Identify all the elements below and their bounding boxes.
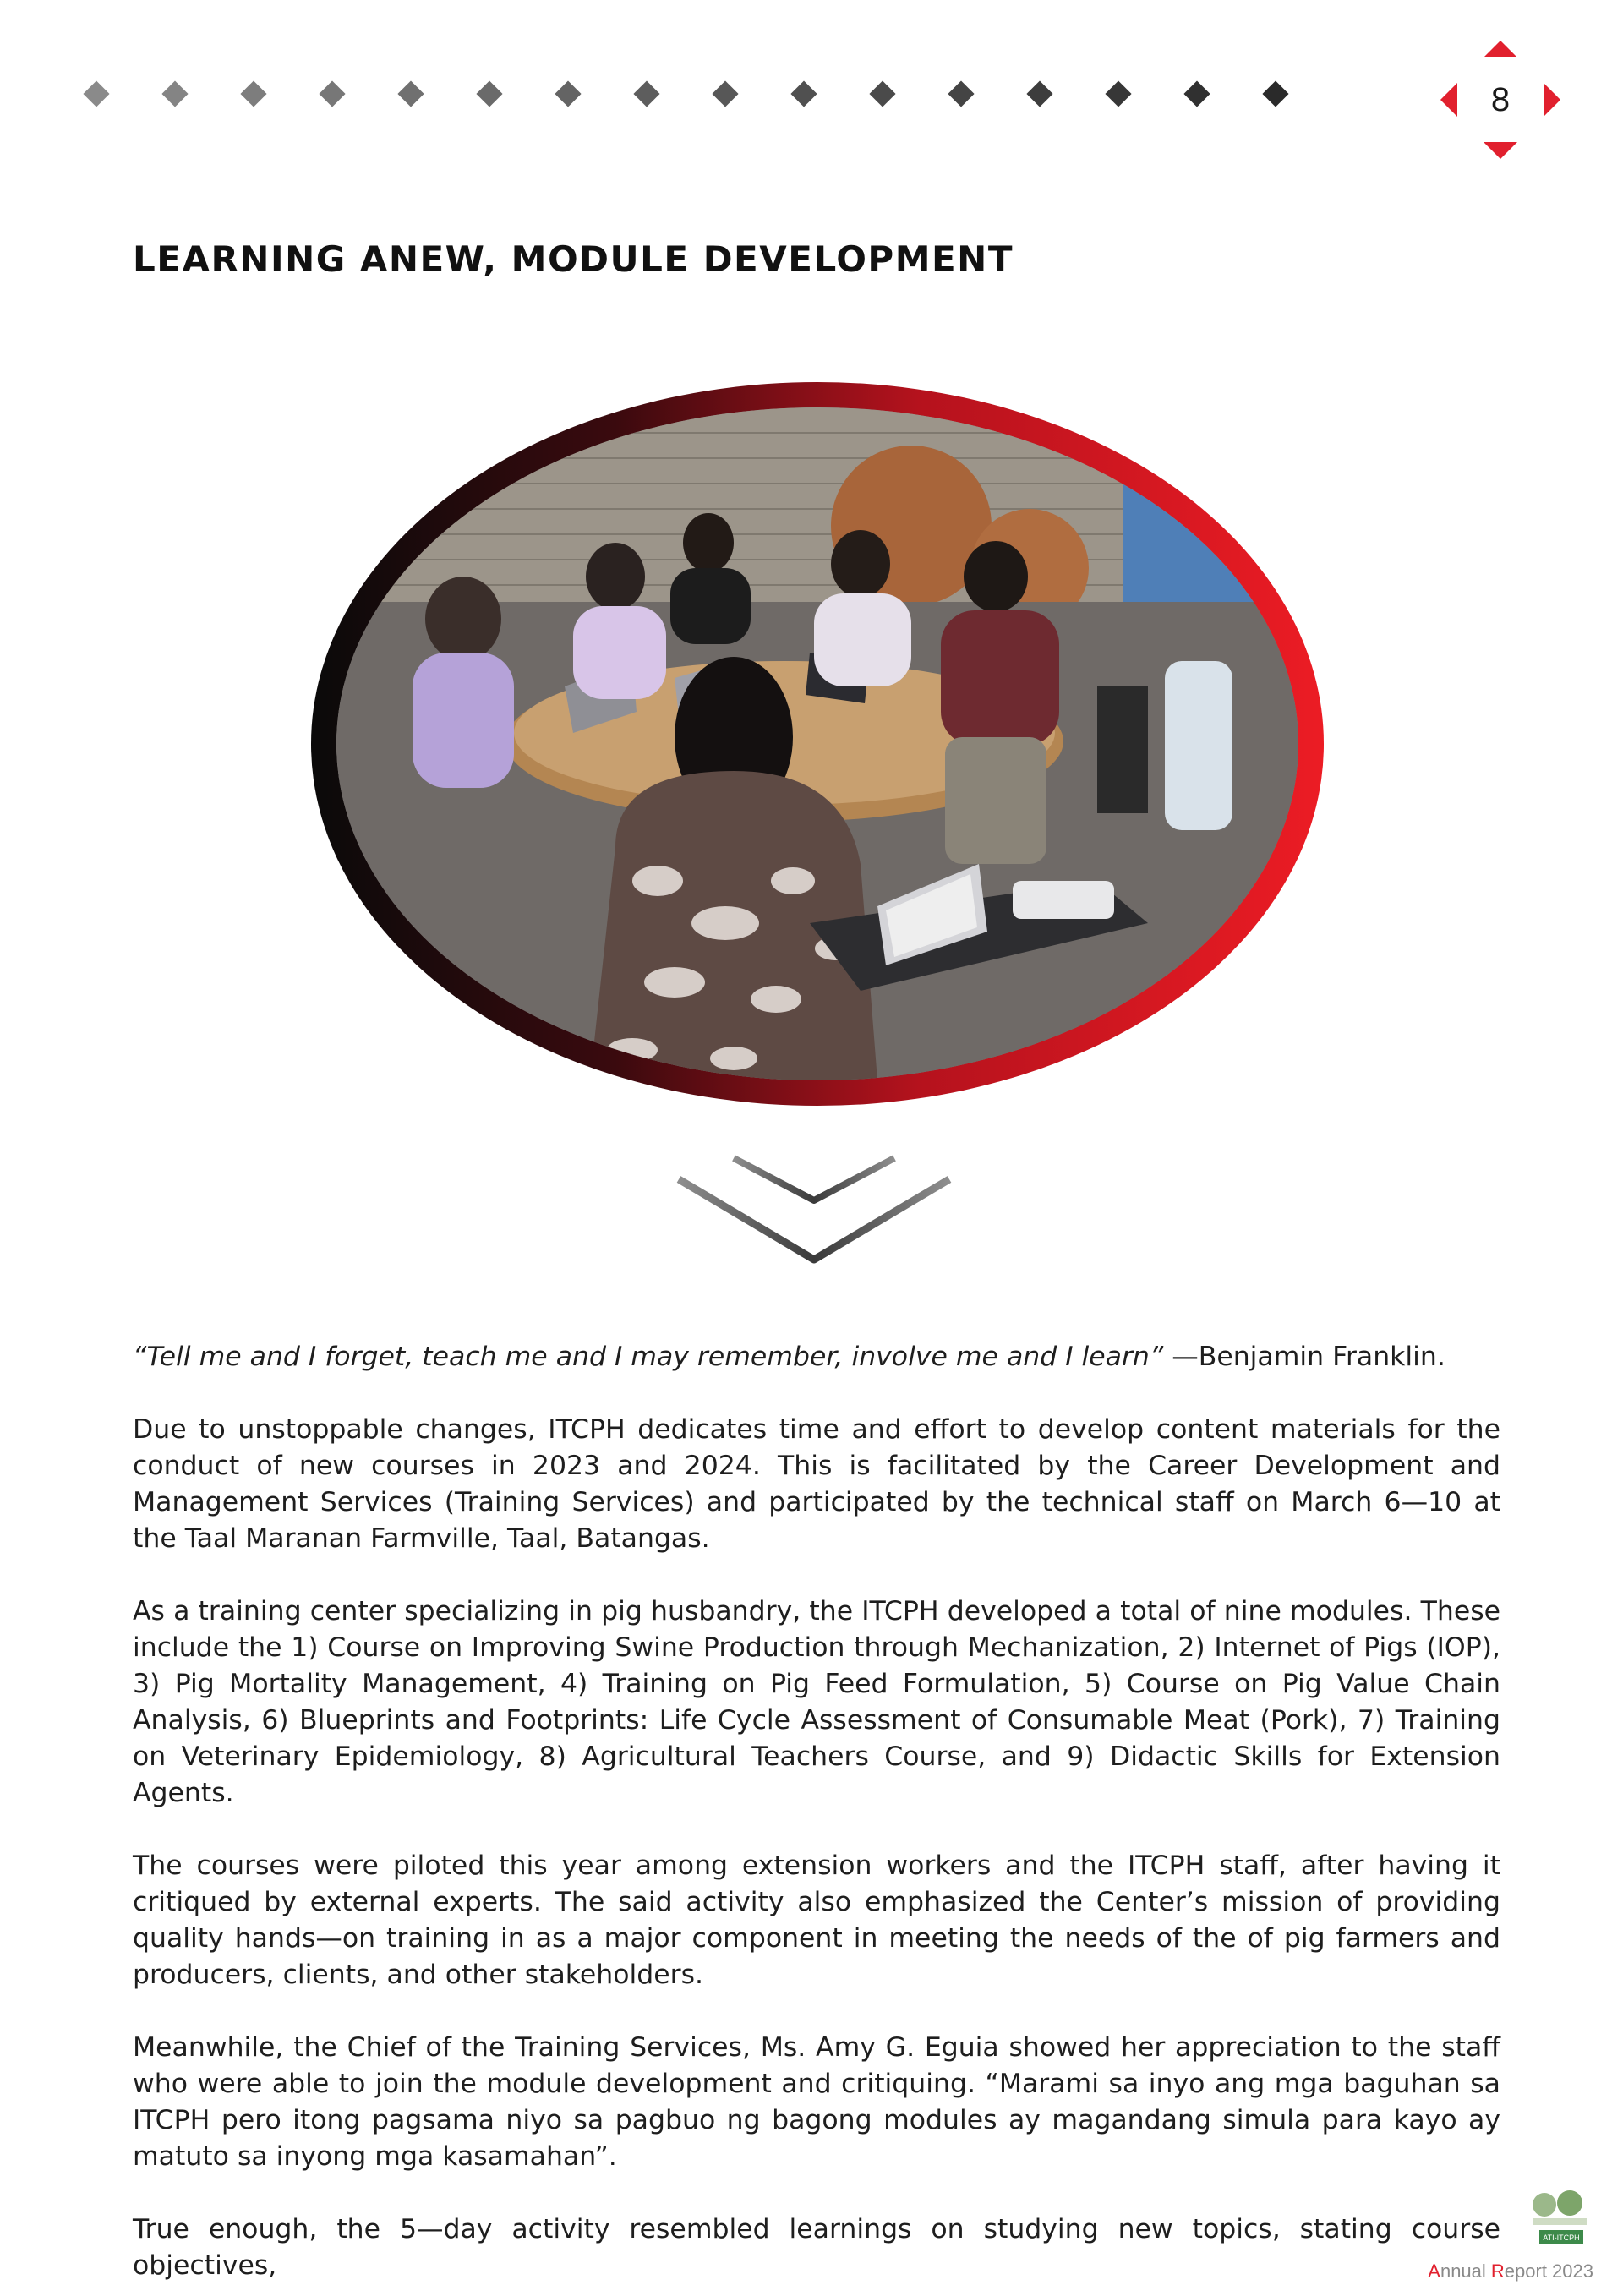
- diamond-icon: [397, 80, 424, 107]
- diamond-icon: [1262, 80, 1288, 107]
- quote-attribution: —Benjamin Franklin.: [1163, 1342, 1445, 1372]
- workshop-photo: [336, 407, 1298, 1080]
- diamond-icon: [476, 80, 502, 107]
- page-number: 8: [1490, 81, 1511, 118]
- diamond-divider: [87, 85, 1304, 113]
- diamond-icon: [83, 80, 109, 107]
- paragraph: The courses were piloted this year among extension workers and the ITCPH staff, after having it critiqued by external experts. The said activity also emphasized the Center’s mission of providing quality hands—on training in as a major component in meeting the needs of the of pig farmers and producers, clients, and other stakeholders.: [133, 1850, 1500, 1990]
- diamond-icon: [712, 80, 738, 107]
- triangle-up-icon: [1484, 41, 1517, 57]
- diamond-icon: [790, 80, 817, 107]
- diamond-icon: [633, 80, 659, 107]
- diamond-icon: [1026, 80, 1052, 107]
- paragraph: Due to unstoppable changes, ITCPH dedicates time and effort to develop content materials for the conduct of new courses in 2023 and 2024. This is facilitated by the Career Development and Management Services (Training Services) and participated by the technical staff on March 6—10 at the Taal Maranan Farmville, Taal, Batangas.: [133, 1414, 1500, 1554]
- diamond-icon: [948, 80, 974, 107]
- diamond-icon: [869, 80, 895, 107]
- quote-text: “Tell me and I forget, teach me and I may remember, involve me and I learn”: [133, 1342, 1164, 1372]
- paragraph: True enough, the 5—day activity resembled learnings on studying new topics, stating course objectives,: [133, 2214, 1500, 2281]
- diamond-icon: [319, 80, 345, 107]
- diamond-icon: [555, 80, 581, 107]
- triangle-down-icon: [1484, 142, 1517, 159]
- diamond-icon: [1183, 80, 1210, 107]
- footer: [1382, 2189, 1602, 2282]
- triangle-left-icon: [1440, 83, 1457, 117]
- quote-paragraph: [133, 1339, 1500, 1375]
- paragraph: Meanwhile, the Chief of the Training Services, Ms. Amy G. Eguia showed her appreciation to the staff who were able to join the module development and critiquing. “Marami sa inyo ang mga baguhan sa ITCPH pero itong pagsama niyo sa pagbuo ng bagong modules ay magandang simula para kayo ay matuto sa inyong mga kasamahan”.: [133, 2032, 1500, 2172]
- diamond-icon: [1105, 80, 1131, 107]
- diamond-icon: [161, 80, 188, 107]
- footer-report-label: Annual Report 2023: [1428, 2260, 1593, 2282]
- diamond-icon: [240, 80, 266, 107]
- article-body: [133, 1339, 1500, 2284]
- page-title: LEARNING ANEW, MODULE DEVELOPMENT: [133, 238, 1014, 280]
- page-number-nav: [1437, 34, 1564, 169]
- ati-itcph-logo-icon: [1526, 2189, 1593, 2249]
- chevron-down-icon: [675, 1154, 954, 1281]
- triangle-right-icon: [1544, 83, 1560, 117]
- paragraph: As a training center specializing in pig husbandry, the ITCPH developed a total of nine modules. These include the 1) Course on Improving Swine Production through Mechanization, 2) Internet of Pigs (IOP), 3) Pig Mortality Management, 4) Training on Pig Feed Formulation, 5) Course on Pig Value Chain Analysis, 6) Blueprints and Footprints: Life Cycle Assessment of Consumable Meat (Pork), 7) Training on Veterinary Epidemiology, 8) Agricultural Teachers Course, and 9) Didactic Skills for Extension Agents.: [133, 1596, 1500, 1808]
- logo-label: ATI-ITCPH: [1543, 2233, 1580, 2242]
